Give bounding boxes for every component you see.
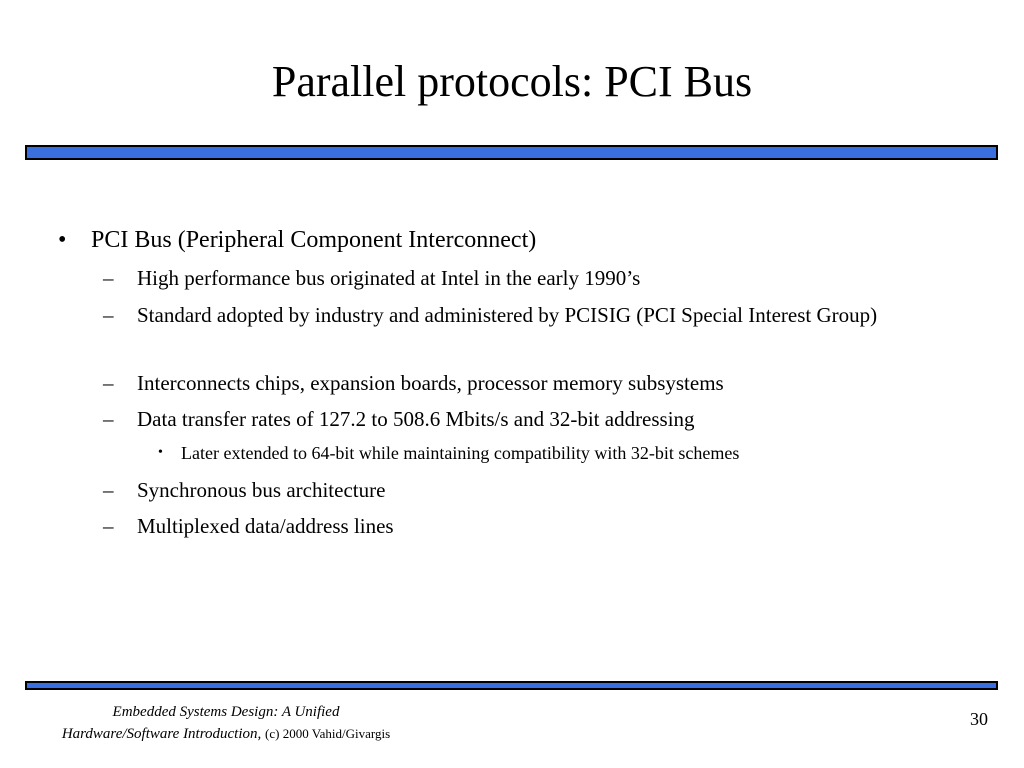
sub-bullet-text: Standard adopted by industry and administered by PCISIG (PCI Special Interest Group) <box>137 303 878 327</box>
title-divider-bar <box>25 145 998 160</box>
page-number: 30 <box>970 709 988 729</box>
dash-marker: – <box>103 371 114 395</box>
footer-citation <box>36 701 416 745</box>
dash-marker: – <box>103 514 114 538</box>
bullet-marker: • <box>158 445 163 460</box>
dash-marker: – <box>103 478 114 502</box>
footer-book-title-line2-wrap <box>36 723 416 745</box>
footer-divider-bar <box>25 681 998 690</box>
bullet-marker: • <box>58 227 67 253</box>
footer-book-title-line2: Hardware/Software Introduction, <box>61 726 262 742</box>
dash-marker: – <box>103 266 114 290</box>
sub-bullet-text: Interconnects chips, expansion boards, processor memory subsystems <box>137 371 724 395</box>
footer-book-title-line1: Embedded Systems Design: A Unified <box>112 704 340 720</box>
sub-bullet-text: High performance bus originated at Intel in the early 1990’s <box>137 266 641 290</box>
sub-bullet-text: Synchronous bus architecture <box>137 478 386 502</box>
dash-marker: – <box>103 303 114 327</box>
dash-marker: – <box>103 407 114 431</box>
sub-bullet-text: Multiplexed data/address lines <box>137 514 394 538</box>
sub-sub-bullet-text: Later extended to 64-bit while maintaining compatibility with 32-bit schemes <box>181 443 740 463</box>
sub-bullet-text: Data transfer rates of 127.2 to 508.6 Mbits/s and 32-bit addressing <box>137 407 695 431</box>
bullet-text: PCI Bus (Peripheral Component Interconnect) <box>91 227 537 253</box>
footer-copyright: (c) 2000 Vahid/Givargis <box>265 726 391 741</box>
slide-title: Parallel protocols: PCI Bus <box>271 57 753 106</box>
